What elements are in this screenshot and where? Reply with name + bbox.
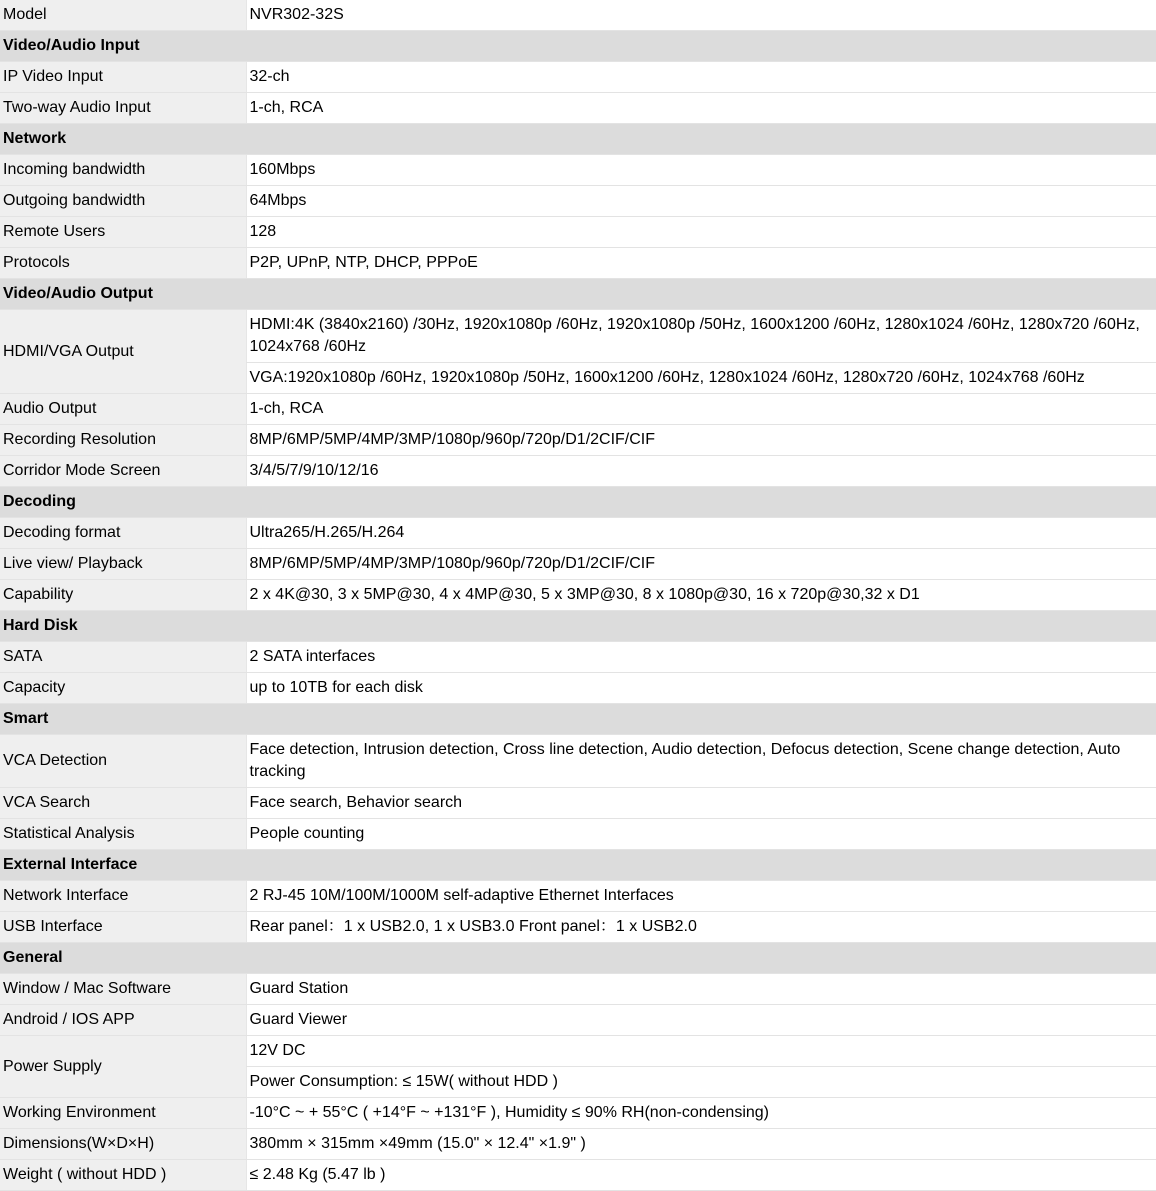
section-title: Smart xyxy=(0,704,1156,735)
spec-label: Decoding format xyxy=(0,518,246,549)
table-row xyxy=(0,580,1156,611)
spec-value-power-2: Power Consumption: ≤ 15W( without HDD ) xyxy=(246,1067,1156,1098)
spec-label: Dimensions(W×D×H) xyxy=(0,1129,246,1160)
section-title: Hard Disk xyxy=(0,611,1156,642)
table-row xyxy=(0,248,1156,279)
spec-label: Protocols xyxy=(0,248,246,279)
table-row xyxy=(0,310,1156,363)
section-header-video-audio-input xyxy=(0,31,1156,62)
spec-value: 8MP/6MP/5MP/4MP/3MP/1080p/960p/720p/D1/2CIF/CIF xyxy=(246,549,1156,580)
spec-label: Window / Mac Software xyxy=(0,974,246,1005)
spec-value: P2P, UPnP, NTP, DHCP, PPPoE xyxy=(246,248,1156,279)
spec-label: IP Video Input xyxy=(0,62,246,93)
section-title: Video/Audio Output xyxy=(0,279,1156,310)
spec-label: Capability xyxy=(0,580,246,611)
spec-label: Audio Output xyxy=(0,394,246,425)
table-row xyxy=(0,456,1156,487)
table-row xyxy=(0,1005,1156,1036)
spec-value: 2 RJ-45 10M/100M/1000M self-adaptive Ethernet Interfaces xyxy=(246,881,1156,912)
section-header-external-interface xyxy=(0,850,1156,881)
spec-value: 32-ch xyxy=(246,62,1156,93)
spec-value-hdmi: HDMI:4K (3840x2160) /30Hz, 1920x1080p /60Hz, 1920x1080p /50Hz, 1600x1200 /60Hz, 1280x1024 /60Hz, 1280x720 /60Hz, 1024x768 /60Hz xyxy=(246,310,1156,363)
spec-value: 3/4/5/7/9/10/12/16 xyxy=(246,456,1156,487)
spec-label: Remote Users xyxy=(0,217,246,248)
table-row xyxy=(0,673,1156,704)
section-title: External Interface xyxy=(0,850,1156,881)
spec-label: Network Interface xyxy=(0,881,246,912)
spec-value: 160Mbps xyxy=(246,155,1156,186)
spec-value: Face search, Behavior search xyxy=(246,788,1156,819)
table-row xyxy=(0,518,1156,549)
spec-label: Live view/ Playback xyxy=(0,549,246,580)
section-header-decoding xyxy=(0,487,1156,518)
section-title: Decoding xyxy=(0,487,1156,518)
table-row xyxy=(0,549,1156,580)
spec-label: Power Supply xyxy=(0,1036,246,1098)
spec-value: 380mm × 315mm ×49mm (15.0" × 12.4" ×1.9" ) xyxy=(246,1129,1156,1160)
section-header-general xyxy=(0,943,1156,974)
table-row xyxy=(0,217,1156,248)
section-header-video-audio-output xyxy=(0,279,1156,310)
spec-value: 1-ch, RCA xyxy=(246,93,1156,124)
spec-value: -10°C ~ + 55°C ( +14°F ~ +131°F ), Humidity ≤ 90% RH(non-condensing) xyxy=(246,1098,1156,1129)
table-row xyxy=(0,62,1156,93)
spec-label: Android / IOS APP xyxy=(0,1005,246,1036)
spec-value: Rear panel：1 x USB2.0, 1 x USB3.0 Front panel：1 x USB2.0 xyxy=(246,912,1156,943)
spec-label: HDMI/VGA Output xyxy=(0,310,246,394)
spec-label: VCA Search xyxy=(0,788,246,819)
spec-value-vga: VGA:1920x1080p /60Hz, 1920x1080p /50Hz, 1600x1200 /60Hz, 1280x1024 /60Hz, 1280x720 /60Hz, 1024x768 /60Hz xyxy=(246,363,1156,394)
spec-label: USB Interface xyxy=(0,912,246,943)
spec-label: Working Environment xyxy=(0,1098,246,1129)
table-row xyxy=(0,974,1156,1005)
spec-value: 8MP/6MP/5MP/4MP/3MP/1080p/960p/720p/D1/2CIF/CIF xyxy=(246,425,1156,456)
spec-label: Weight ( without HDD ) xyxy=(0,1160,246,1191)
spec-label: Outgoing bandwidth xyxy=(0,186,246,217)
spec-label: Corridor Mode Screen xyxy=(0,456,246,487)
table-row xyxy=(0,642,1156,673)
table-row xyxy=(0,1129,1156,1160)
spec-value: 128 xyxy=(246,217,1156,248)
section-header-smart xyxy=(0,704,1156,735)
spec-value: Guard Station xyxy=(246,974,1156,1005)
spec-label-model: Model xyxy=(0,0,246,31)
section-title: Network xyxy=(0,124,1156,155)
spec-value: Guard Viewer xyxy=(246,1005,1156,1036)
table-row xyxy=(0,186,1156,217)
table-row xyxy=(0,819,1156,850)
spec-label: SATA xyxy=(0,642,246,673)
table-row xyxy=(0,394,1156,425)
spec-value: up to 10TB for each disk xyxy=(246,673,1156,704)
section-header-network xyxy=(0,124,1156,155)
table-row xyxy=(0,425,1156,456)
spec-value: ≤ 2.48 Kg (5.47 lb ) xyxy=(246,1160,1156,1191)
spec-value: 2 SATA interfaces xyxy=(246,642,1156,673)
spec-label: VCA Detection xyxy=(0,735,246,788)
table-row xyxy=(0,1160,1156,1191)
spec-label: Two-way Audio Input xyxy=(0,93,246,124)
spec-label: Incoming bandwidth xyxy=(0,155,246,186)
spec-value: 64Mbps xyxy=(246,186,1156,217)
spec-value: 1-ch, RCA xyxy=(246,394,1156,425)
table-row xyxy=(0,93,1156,124)
table-row xyxy=(0,155,1156,186)
table-row xyxy=(0,912,1156,943)
spec-value: Ultra265/H.265/H.264 xyxy=(246,518,1156,549)
section-title: Video/Audio Input xyxy=(0,31,1156,62)
spec-value: 2 x 4K@30, 3 x 5MP@30, 4 x 4MP@30, 5 x 3MP@30, 8 x 1080p@30, 16 x 720p@30,32 x D1 xyxy=(246,580,1156,611)
spec-value-model: NVR302-32S xyxy=(246,0,1156,31)
table-row xyxy=(0,1036,1156,1067)
section-title: General xyxy=(0,943,1156,974)
section-header-hard-disk xyxy=(0,611,1156,642)
table-row xyxy=(0,0,1156,31)
table-row xyxy=(0,788,1156,819)
table-row xyxy=(0,881,1156,912)
spec-value: Face detection, Intrusion detection, Cross line detection, Audio detection, Defocus detection, Scene change detection, Auto tracking xyxy=(246,735,1156,788)
spec-label: Statistical Analysis xyxy=(0,819,246,850)
spec-label: Recording Resolution xyxy=(0,425,246,456)
spec-value: People counting xyxy=(246,819,1156,850)
spec-value-power-1: 12V DC xyxy=(246,1036,1156,1067)
table-row xyxy=(0,1098,1156,1129)
spec-label: Capacity xyxy=(0,673,246,704)
table-row xyxy=(0,735,1156,788)
